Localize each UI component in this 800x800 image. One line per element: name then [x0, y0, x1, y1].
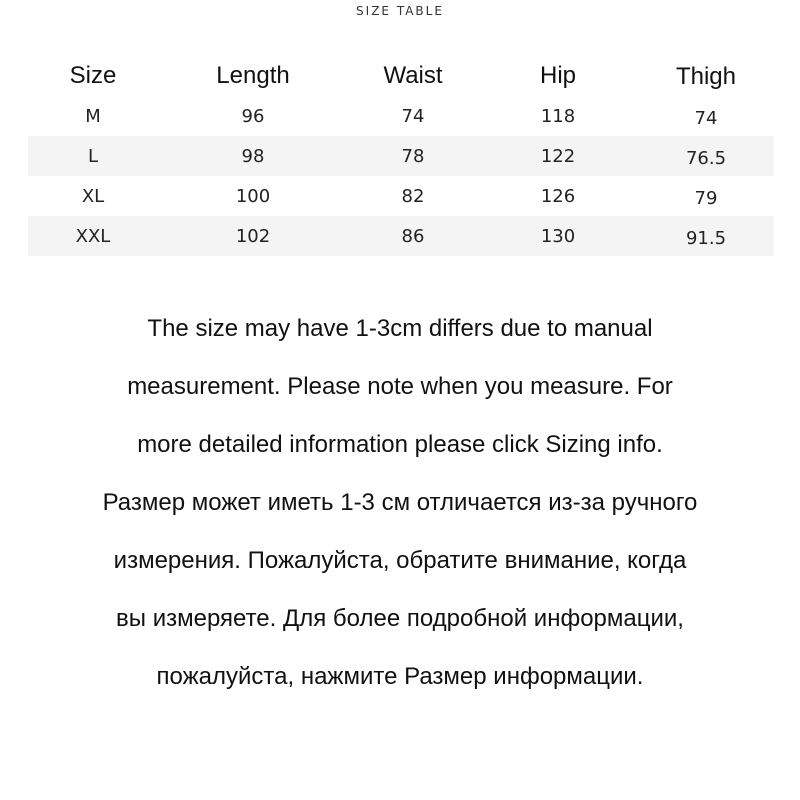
table-row: [28, 176, 774, 216]
cell-length: 100: [235, 185, 271, 207]
note-line-en-3: more detailed information please click Sizing info.: [137, 431, 663, 458]
header-length: Length: [216, 62, 290, 89]
cell-length: 96: [241, 105, 265, 127]
size-table: [28, 56, 774, 256]
note-line-ru-2: измерения. Пожалуйста, обратите внимание, когда: [113, 547, 687, 574]
cell-size: L: [87, 145, 99, 167]
cell-length: 98: [241, 145, 265, 167]
header-size: Size: [69, 62, 117, 89]
cell-size: XXL: [75, 225, 111, 247]
header-waist: Waist: [383, 62, 443, 89]
header-thigh: Thigh: [675, 63, 737, 90]
cell-length: 102: [235, 225, 271, 247]
cell-size: XL: [81, 185, 105, 207]
cell-waist: 82: [401, 185, 425, 207]
cell-thigh: 76.5: [685, 147, 727, 169]
note-line-en-2: measurement. Please note when you measure. For: [127, 373, 673, 400]
note-line-en-1: The size may have 1-3cm differs due to manual: [147, 315, 653, 342]
cell-waist: 74: [401, 105, 425, 127]
table-row: [28, 216, 774, 256]
cell-thigh: 79: [694, 187, 718, 209]
header-hip: Hip: [539, 62, 576, 89]
table-header-row: [28, 56, 774, 96]
size-notes: [20, 306, 780, 712]
cell-thigh: 74: [694, 107, 718, 129]
cell-hip: 122: [540, 145, 576, 167]
cell-hip: 130: [540, 225, 576, 247]
cell-hip: 126: [540, 185, 576, 207]
cell-waist: 78: [401, 145, 425, 167]
page-title: SIZE TABLE: [356, 4, 444, 18]
table-row: [28, 96, 774, 136]
cell-thigh: 91.5: [685, 227, 727, 249]
note-line-ru-4: пожалуйста, нажмите Размер информации.: [156, 663, 644, 690]
cell-waist: 86: [401, 225, 425, 247]
table-row: [28, 136, 774, 176]
note-line-ru-1: Размер может иметь 1-3 см отличается из-за ручного: [102, 489, 698, 516]
cell-hip: 118: [540, 105, 576, 127]
note-line-ru-3: вы измеряете. Для более подробной информации,: [116, 605, 684, 632]
cell-size: M: [85, 105, 101, 127]
